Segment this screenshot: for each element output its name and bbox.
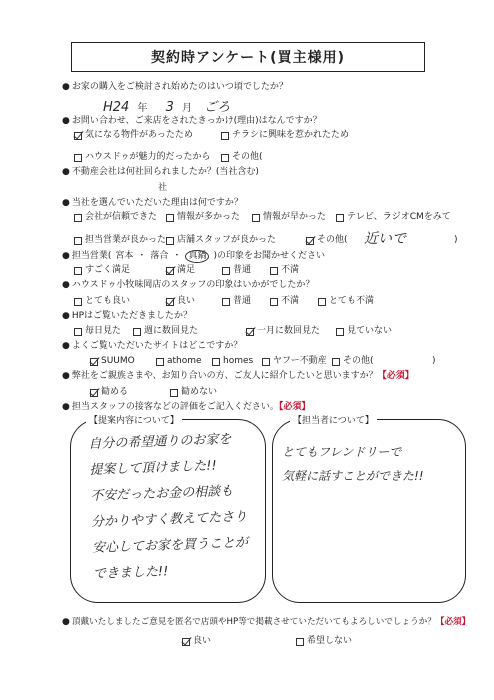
q4-option-info-many[interactable]: 情報が多かった xyxy=(166,212,240,223)
checkbox[interactable] xyxy=(336,214,344,222)
question-7-text: HPはご覧いただきましたか？ xyxy=(71,311,193,321)
q5-option-normal[interactable]: 普通 xyxy=(222,265,251,276)
q2-option-property[interactable]: 気になる物件があったため xyxy=(74,130,193,141)
q5-option-dissatisfied[interactable]: 不満 xyxy=(270,265,299,276)
checkbox[interactable] xyxy=(318,298,326,306)
checkbox[interactable] xyxy=(262,358,270,366)
checkbox[interactable] xyxy=(74,237,82,245)
q9-required-badge: 【必須】 xyxy=(377,371,414,381)
q4-close-paren: ) xyxy=(454,235,458,245)
q5-separator: ・ xyxy=(137,251,147,261)
q11-required-badge: 【必須】 xyxy=(435,617,471,627)
q11-option-decline[interactable]: 希望しない xyxy=(296,636,352,647)
q8-option-athome[interactable]: athome xyxy=(156,356,202,367)
q8-close-paren: ) xyxy=(432,356,436,366)
checkbox-checked[interactable] xyxy=(90,358,98,366)
q9-option-not-recommend[interactable]: 勧めない xyxy=(170,387,217,398)
checkbox[interactable] xyxy=(222,298,230,306)
q4-option-other[interactable]: その他( xyxy=(306,235,348,246)
proposal-handwritten-comment xyxy=(88,427,249,588)
q7-option-daily[interactable]: 毎日見た xyxy=(74,326,121,337)
comment-line: 気軽に話すことができた!! xyxy=(282,469,424,483)
q5-text-suffix: )の印象をお聞かせください xyxy=(213,251,325,261)
q9-option-recommend[interactable]: 勧める xyxy=(90,387,128,398)
q11-option-ok[interactable]: 良い xyxy=(182,636,211,647)
q8-option-homes[interactable]: homes xyxy=(212,356,253,367)
comment-line: 自分の希望通りのお家を xyxy=(88,432,232,452)
checkbox[interactable] xyxy=(74,267,82,275)
checkbox[interactable] xyxy=(221,132,229,140)
question-6-text: ハウスドゥ小牧味岡店のスタッフの印象はいかがでしたか？ xyxy=(71,280,315,290)
q5-separator: ・ xyxy=(172,251,182,261)
question-5: ● 担当営業( 宮本 ・ 落合 ・ 真鍋 )の印象をお聞かせください xyxy=(62,251,325,261)
q6-option-bad[interactable]: 不満 xyxy=(270,296,299,307)
q8-option-suumo[interactable]: SUUMO xyxy=(90,356,135,367)
question-10-text: 担当スタッフの接客などの評価をご記入ください。 xyxy=(71,402,279,412)
q10-required-badge: 【必須】 xyxy=(278,402,311,412)
q6-option-very-bad[interactable]: とても不満 xyxy=(318,296,374,307)
q4-option-sales[interactable]: 担当営業が良かった xyxy=(74,235,166,246)
question-2-text: お問い合わせ、ご来店をされたきっかけ(理由)はなんですか？ xyxy=(71,116,322,126)
q4-option-tv[interactable]: テレビ、ラジオCMをみて xyxy=(336,212,451,223)
checkbox[interactable] xyxy=(252,214,260,222)
checkbox-checked[interactable] xyxy=(166,267,174,275)
comment-line: とてもフレンドリーで xyxy=(282,445,402,459)
checkbox[interactable] xyxy=(336,328,344,336)
q4-other-answer: 近いで xyxy=(364,231,406,247)
q5-option-satisfied[interactable]: 満足 xyxy=(166,265,195,276)
question-11-text: 頂戴いたしましたご意見を匿名で店頭やHP等で掲載させていただいてもよろしいでしょうか？ xyxy=(71,617,436,627)
q4-option-trust[interactable]: 会社が信頼できた xyxy=(74,212,157,223)
q5-text-prefix: 担当営業( xyxy=(71,251,112,261)
q7-option-monthly[interactable]: 一月に数回見た xyxy=(246,326,320,337)
staff-box-title: 【担当者について】 xyxy=(290,413,377,426)
comment-line: 安心してお家を買うことが xyxy=(91,535,249,556)
answer-1-year-label: 年 xyxy=(137,103,148,114)
question-2: ● お問い合わせ、ご来店をされたきっかけ(理由)はなんですか？ xyxy=(62,116,322,126)
question-8-text: よくご覧いただいたサイトはどこですか？ xyxy=(71,341,243,351)
answer-1-month: 3 xyxy=(165,100,174,115)
checkbox[interactable] xyxy=(296,638,304,646)
q2-option-flyer[interactable]: チラシに興味を惹かれたため xyxy=(221,130,349,141)
comment-line: 不安だったお金の相談も xyxy=(89,483,234,504)
q5-option-very-satisfied[interactable]: すごく満足 xyxy=(74,265,130,276)
checkbox[interactable] xyxy=(166,237,174,245)
q5-name-ochiai: 落合 xyxy=(150,251,169,261)
answer-1-year-prefix: H xyxy=(103,100,113,115)
checkbox-checked[interactable] xyxy=(166,298,174,306)
q7-option-weekly[interactable]: 週に数回見た xyxy=(133,326,198,337)
checkbox[interactable] xyxy=(332,358,340,366)
checkbox[interactable] xyxy=(212,358,220,366)
checkbox[interactable] xyxy=(74,298,82,306)
comment-line: 分かりやすく教えてたさり xyxy=(90,509,248,530)
q8-option-other[interactable]: その他( xyxy=(332,356,374,367)
comment-line: できました!! xyxy=(92,564,169,582)
answer-1-suffix: ごろ xyxy=(204,100,231,115)
checkbox-checked[interactable] xyxy=(182,638,190,646)
checkbox-checked[interactable] xyxy=(306,237,314,245)
question-4-text: 当社を選んでいただいた理由は何ですか？ xyxy=(71,198,243,208)
answer-1 xyxy=(103,96,230,115)
checkbox[interactable] xyxy=(156,358,164,366)
checkbox[interactable] xyxy=(170,389,178,397)
question-3: ● 不動産会社は何社回られましたか？(当社含む) xyxy=(62,167,259,177)
question-6: ● ハウスドゥ小牧味岡店のスタッフの印象はいかがでしたか？ xyxy=(62,280,315,290)
checkbox-checked[interactable] xyxy=(246,328,254,336)
q4-option-staff[interactable]: 店舗スタッフが良かった xyxy=(166,235,276,246)
checkbox[interactable] xyxy=(270,267,278,275)
q8-option-yahoo[interactable]: ヤフー不動産 xyxy=(262,356,327,367)
checkbox[interactable] xyxy=(74,154,82,162)
q2-option-housedo[interactable]: ハウスドゥが魅力的だったから xyxy=(74,152,211,163)
staff-handwritten-comment xyxy=(282,440,424,488)
comment-line: 提案して頂けました!! xyxy=(89,458,217,478)
checkbox[interactable] xyxy=(166,214,174,222)
q3-unit-label: 社 xyxy=(158,183,168,193)
checkbox[interactable] xyxy=(74,328,82,336)
checkbox[interactable] xyxy=(270,298,278,306)
checkbox[interactable] xyxy=(222,267,230,275)
q2-option-other[interactable]: その他( xyxy=(221,152,263,163)
question-7: ● HPはご覧いただきましたか？ xyxy=(62,311,193,321)
question-10: ● 担当スタッフの接客などの評価をご記入ください。【必須】 xyxy=(62,402,311,412)
q5-name-miyamoto: 宮本 xyxy=(115,251,134,261)
question-4: ● 当社を選んでいただいた理由は何ですか？ xyxy=(62,198,243,208)
q7-option-none[interactable]: 見ていない xyxy=(336,326,392,337)
question-9: ● 弊社をご親族さまや、お知り合いの方、ご友人に紹介したいと思いますか？【必須】 xyxy=(62,371,414,381)
proposal-box-title: 【提案内容について】 xyxy=(86,413,182,426)
question-1-text: お家の購入をご検討され始めたのはいつ頃でしたか？ xyxy=(71,82,288,92)
q6-option-normal[interactable]: 普通 xyxy=(222,296,251,307)
question-3-text: 不動産会社は何社回られましたか？(当社含む) xyxy=(71,167,259,177)
q6-option-very-good[interactable]: とても良い xyxy=(74,296,130,307)
q6-option-good[interactable]: 良い xyxy=(166,296,195,307)
checkbox[interactable] xyxy=(74,214,82,222)
question-11: ● 頂戴いたしましたご意見を匿名で店頭やHP等で掲載させていただいてもよろしいでしょうか？【必須】 xyxy=(62,617,471,627)
question-8: ● よくご覧いただいたサイトはどこですか？ xyxy=(62,341,243,351)
page-title: 契約時アンケート(買主様用) xyxy=(71,42,425,72)
answer-1-year: 24 xyxy=(112,100,130,115)
checkbox-checked[interactable] xyxy=(90,389,98,397)
checkbox[interactable] xyxy=(133,328,141,336)
q5-name-manabe-circled: 真鍋 xyxy=(185,250,209,263)
question-1: ● お家の購入をご検討され始めたのはいつ頃でしたか？ xyxy=(62,82,288,92)
answer-1-month-label: 月 xyxy=(182,103,193,114)
question-9-text: 弊社をご親族さまや、お知り合いの方、ご友人に紹介したいと思いますか？ xyxy=(71,371,378,381)
q4-option-info-fast[interactable]: 情報が早かった xyxy=(252,212,326,223)
checkbox[interactable] xyxy=(221,154,229,162)
checkbox-checked[interactable] xyxy=(74,132,82,140)
